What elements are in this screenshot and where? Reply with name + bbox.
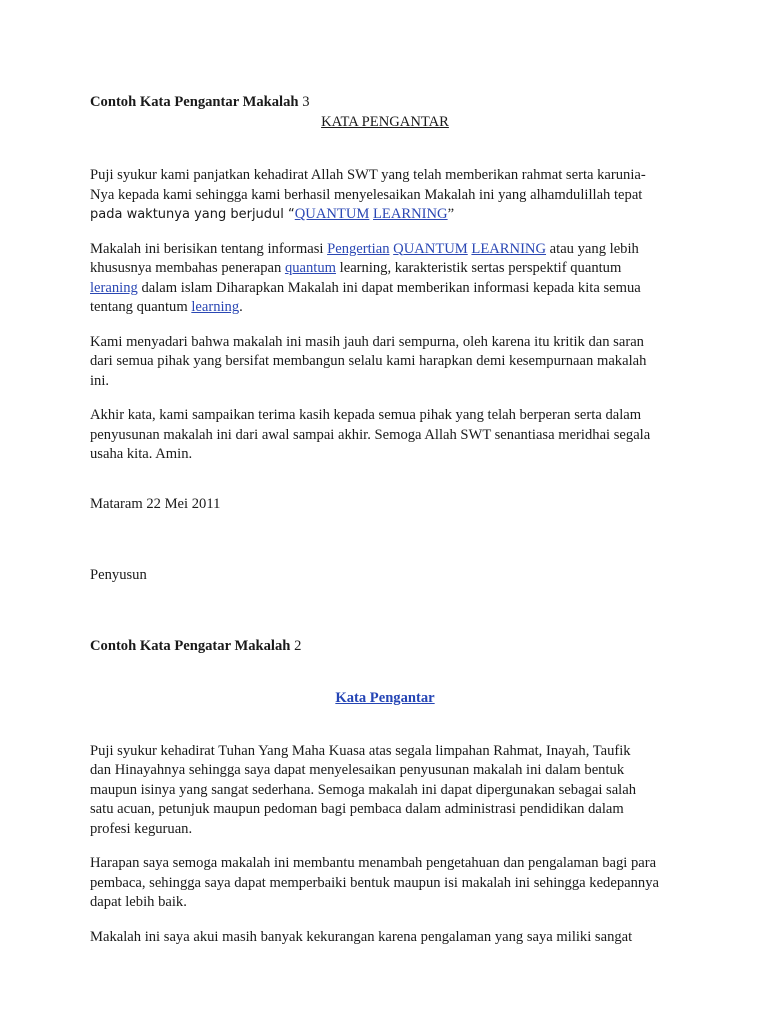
text-line: dapat lebih baik. bbox=[90, 894, 187, 910]
text-fragment: pada waktunya yang berjudul “ bbox=[90, 207, 295, 222]
text-line: Akhir kata, kami sampaikan terima kasih kepada semua pihak yang telah berperan serta dalam bbox=[90, 407, 642, 423]
text-line: Puji syukur kami panjatkan kehadirat Allah SWT yang telah memberikan rahmat serta karunia- bbox=[90, 167, 646, 183]
text-fragment: learning, karakteristik sertas perspektif quantum bbox=[336, 260, 622, 276]
section1-paragraph-2 bbox=[90, 240, 680, 318]
text-line: Kami menyadari bahwa makalah ini masih jauh dari sempurna, oleh karena itu kritik dan saran bbox=[90, 333, 644, 350]
leraning-link[interactable]: leraning bbox=[90, 279, 138, 296]
text-fragment: atau yang lebih bbox=[546, 240, 639, 257]
section1-paragraph-4 bbox=[90, 406, 680, 465]
section2-heading-number: 2 bbox=[294, 637, 302, 654]
text-line: profesi keguruan. bbox=[90, 820, 193, 837]
text-line: penyusunan makalah ini dari awal sampai akhir. Semoga Allah SWT senantiasa meridhai segala bbox=[90, 426, 651, 443]
text-line bbox=[90, 279, 680, 299]
section2-paragraph-2 bbox=[90, 854, 680, 913]
text-line: Makalah ini saya akui masih banyak kekurangan karena pengalaman yang saya miliki sangat bbox=[90, 928, 633, 945]
text-line: Puji syukur kehadirat Tuhan Yang Maha Kuasa atas segala limpahan Rahmat, Inayah, Taufik bbox=[90, 742, 631, 759]
pengertian-link[interactable]: Pengertian bbox=[327, 240, 390, 257]
text-fragment: . bbox=[239, 299, 243, 315]
text-line: ini. bbox=[90, 372, 110, 389]
text-line: Nya kepada kami sehingga kami berhasil menyelesaikan Makalah ini yang alhamdulillah tepat bbox=[90, 186, 643, 203]
place-date: Mataram 22 Mei 2011 bbox=[90, 495, 221, 512]
section2-paragraph-1 bbox=[90, 742, 680, 840]
text-line: pembaca, sehingga saya dapat memperbaiki bentuk maupun isi makalah ini sehingga kedepannya bbox=[90, 874, 659, 891]
section1-paragraph-1 bbox=[90, 166, 680, 225]
text-line: Harapan saya semoga makalah ini membantu menambah pengetahuan dan pengalaman bagi para bbox=[90, 855, 657, 871]
section1-heading-text: Contoh Kata Pengantar Makalah bbox=[90, 94, 299, 110]
text-line: dari semua pihak yang bersifat membangun selalu kami harapkan demi kesempurnaan makalah bbox=[90, 353, 647, 369]
signer: Penyusun bbox=[90, 567, 147, 583]
section2-heading bbox=[90, 637, 680, 657]
section1-title-text: KATA PENGANTAR bbox=[321, 113, 449, 130]
quantum-link[interactable]: quantum bbox=[284, 260, 337, 276]
text-fragment: dalam islam Diharapkan Makalah ini dapat memberikan informasi kepada kita semua bbox=[137, 279, 641, 296]
text-line: maupun isinya yang sangat sederhana. Semoga makalah ini dapat dipergunakan sebagai salah bbox=[90, 781, 637, 798]
learning-link[interactable]: learning bbox=[191, 299, 240, 315]
section1-paragraph-3 bbox=[90, 333, 680, 392]
section1-title bbox=[90, 113, 680, 133]
text-line: satu acuan, petunjuk maupun pedoman bagi pembaca dalam administrasi pendidikan dalam bbox=[90, 801, 624, 817]
text-line bbox=[90, 205, 680, 225]
learning-link[interactable]: LEARNING bbox=[373, 206, 448, 222]
text-line: usaha kita. Amin. bbox=[90, 446, 193, 462]
text-line: dan Hinayahnya sehingga saya dapat menyelesaikan penyusunan makalah ini dalam bentuk bbox=[90, 762, 625, 778]
text-line bbox=[90, 240, 680, 260]
section1-heading-number: 3 bbox=[302, 94, 310, 110]
quantum-link[interactable]: QUANTUM bbox=[393, 240, 468, 257]
section2-heading-text: Contoh Kata Pengatar Makalah bbox=[90, 637, 291, 654]
text-line bbox=[90, 298, 680, 318]
document-page bbox=[90, 93, 680, 947]
learning-link[interactable]: LEARNING bbox=[471, 240, 547, 257]
section2-title-link[interactable]: Kata Pengantar bbox=[335, 690, 435, 706]
text-fragment: ” bbox=[447, 206, 455, 222]
text-fragment: khususnya membahas penerapan bbox=[90, 260, 285, 276]
section2-title bbox=[90, 689, 680, 709]
text-line bbox=[90, 259, 680, 279]
text-fragment: tentang quantum bbox=[90, 299, 192, 315]
section2-paragraph-3 bbox=[90, 928, 680, 948]
section1-heading bbox=[90, 93, 680, 113]
text-fragment: Makalah ini berisikan tentang informasi bbox=[90, 240, 328, 257]
quantum-link[interactable]: QUANTUM bbox=[294, 206, 370, 222]
